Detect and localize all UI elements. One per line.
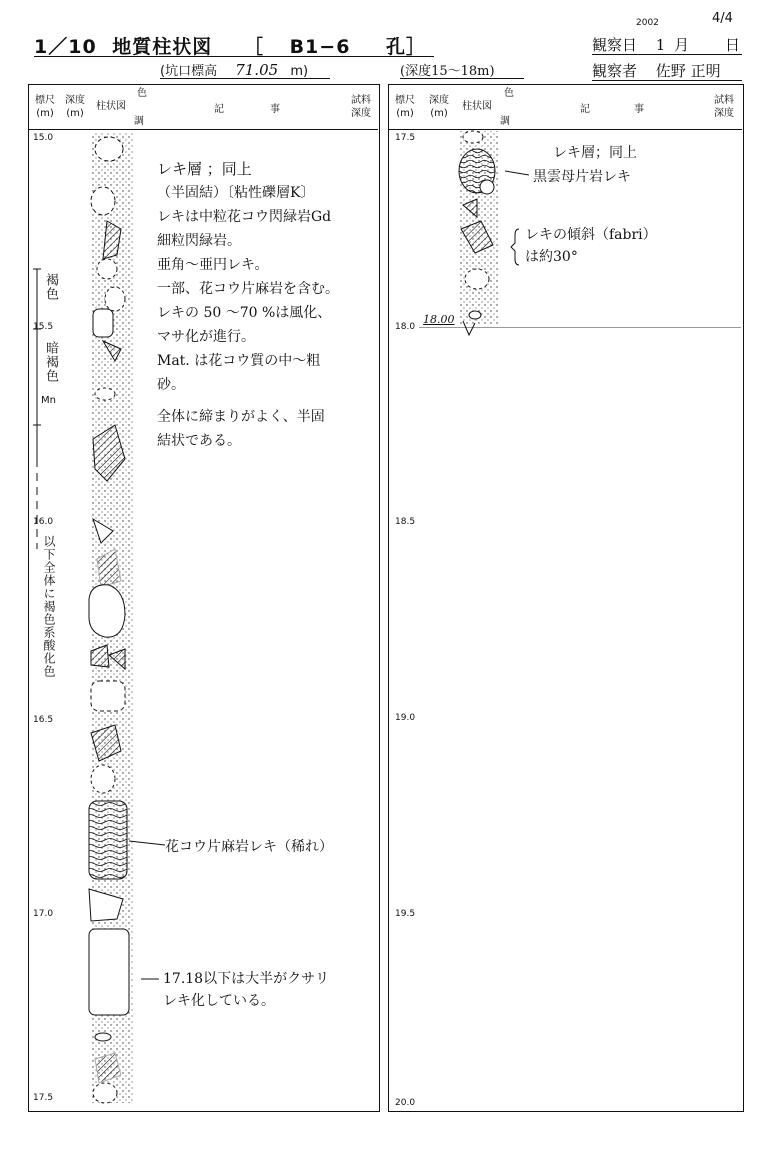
day-label: 日 xyxy=(724,36,740,54)
right-column-header xyxy=(389,85,742,130)
col-depth: 深度 (m) xyxy=(429,95,449,119)
month-label: 月 xyxy=(674,36,690,54)
col-scale: 標尺 (m) xyxy=(35,95,55,119)
elev-unit: m) xyxy=(290,64,309,79)
col-sample: 試料 深度 xyxy=(351,95,371,119)
title-name: 地質柱状図 xyxy=(112,36,213,58)
elev-value: 71.05 xyxy=(235,61,279,79)
col-color-a: 色 xyxy=(504,88,514,99)
depth-tick: 18.5 xyxy=(395,517,416,527)
col-column: 柱状図 xyxy=(462,101,492,112)
note-line: マサ化が進行。 xyxy=(157,329,255,345)
depth-tick: 15.5 xyxy=(33,322,54,332)
year: 2002 xyxy=(636,18,659,28)
depth-tick: 19.5 xyxy=(395,909,416,919)
hole-suffix: 孔］ xyxy=(386,36,427,58)
title-bracket: ［ xyxy=(243,36,264,58)
col-notes-a: 記 xyxy=(214,104,224,115)
annotation-weathered-2: レキ化している。 xyxy=(163,993,275,1009)
note-line: Mat. は花コウ質の中〜粗 xyxy=(157,353,321,369)
note-line: 細粒閃緑岩。 xyxy=(157,233,241,249)
color-note-brown: 褐色 xyxy=(43,273,58,301)
page-number: 4/4 xyxy=(712,11,733,26)
note-line: レキは中粒花コウ閃緑岩Gd xyxy=(157,209,332,225)
col-notes-b: 事 xyxy=(634,104,644,115)
depth-tick: 18.0 xyxy=(395,322,416,332)
note-line: 砂。 xyxy=(157,377,185,393)
right-log-panel xyxy=(388,84,744,1112)
elev-label: (坑口標高 xyxy=(160,64,218,79)
note-line: 一部、花コウ片麻岩を含む。 xyxy=(157,281,339,297)
left-column-header xyxy=(29,85,378,130)
color-note-oxidized: 以下全体に褐色系酸化色 xyxy=(42,535,56,678)
note-line: （半固結）〔粘性礫層K〕 xyxy=(157,185,315,201)
note-line: レキ層 ；同上 xyxy=(157,160,252,178)
depth-tick: 17.5 xyxy=(395,133,416,143)
left-notes xyxy=(157,157,339,453)
obs-date-label: 観察日 xyxy=(592,36,638,54)
page-title xyxy=(34,32,434,57)
collar-elevation xyxy=(160,60,330,79)
col-color-b: 調 xyxy=(500,116,510,127)
note-line: 全体に締まりがよく、半固 xyxy=(157,409,325,425)
hole-bottom-depth: 18.00 xyxy=(423,313,455,326)
col-column: 柱状図 xyxy=(96,101,126,112)
col-sample: 試料 深度 xyxy=(714,95,734,119)
annotation-fabric-1: レキの傾斜（fabri） xyxy=(525,227,657,243)
depth-tick: 19.0 xyxy=(395,713,416,723)
observer xyxy=(592,60,742,81)
annotation-fabric-2: は約30° xyxy=(525,249,578,265)
annotation-weathered-1: 17.18以下は大半がクサリ xyxy=(163,971,330,987)
col-scale: 標尺 (m) xyxy=(395,95,415,119)
observer-name: 佐野 正明 xyxy=(655,62,721,80)
right-note-gravel: レキ層；同上 xyxy=(553,145,637,161)
col-depth: 深度 (m) xyxy=(65,95,85,119)
col-color-a: 色 xyxy=(137,88,147,99)
col-color-b: 調 xyxy=(134,116,144,127)
observation-date xyxy=(592,34,742,55)
annotation-biotite-schist: 黒雲母片岩レキ xyxy=(533,169,631,185)
note-line: 結状である。 xyxy=(157,433,241,449)
note-line: レキの 50 〜70 %は風化、 xyxy=(157,305,332,321)
col-notes-b: 事 xyxy=(270,104,280,115)
depth-tick: 15.0 xyxy=(33,133,54,143)
obs-month: 1 xyxy=(655,36,666,54)
depth-range: (深度15〜18m) xyxy=(400,60,524,79)
hole-id: B1−6 xyxy=(289,36,351,58)
depth-tick: 17.5 xyxy=(33,1093,54,1103)
col-notes-a: 記 xyxy=(580,104,590,115)
note-line: 亜角〜亜円レキ。 xyxy=(157,257,269,273)
annotation-gneiss-gravel: 花コウ片麻岩レキ（稀れ） xyxy=(165,839,333,855)
depth-tick: 16.5 xyxy=(33,715,54,725)
depth-tick: 17.0 xyxy=(33,909,54,919)
title-scale: 1／10 xyxy=(34,36,97,58)
depth-tick: 16.0 xyxy=(33,517,54,527)
left-log-panel xyxy=(28,84,380,1112)
color-note-mn: Mn xyxy=(41,395,56,406)
depth-tick: 20.0 xyxy=(395,1098,416,1108)
color-note-dark-brown: 暗褐色 xyxy=(43,341,58,383)
observer-label: 観察者 xyxy=(592,62,638,80)
